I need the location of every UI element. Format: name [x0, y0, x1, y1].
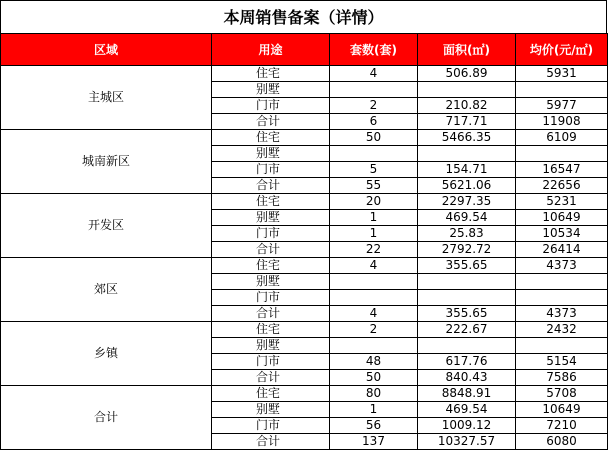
region-cell[interactable]: 乡镇 — [1, 322, 212, 386]
area-cell[interactable]: 5621.06 — [418, 178, 516, 194]
count-cell[interactable]: 20 — [330, 194, 418, 210]
table-row — [1, 258, 608, 274]
area-cell[interactable]: 8848.91 — [418, 386, 516, 402]
area-cell[interactable] — [418, 274, 516, 290]
price-cell[interactable]: 5708 — [516, 386, 608, 402]
area-cell[interactable]: 617.76 — [418, 354, 516, 370]
header-row — [1, 34, 608, 66]
area-cell[interactable] — [418, 338, 516, 354]
price-cell[interactable]: 5154 — [516, 354, 608, 370]
count-cell[interactable]: 1 — [330, 210, 418, 226]
region-cell[interactable]: 合计 — [1, 386, 212, 450]
use-cell[interactable]: 合计 — [212, 178, 330, 194]
price-cell[interactable]: 16547 — [516, 162, 608, 178]
area-cell[interactable]: 5466.35 — [418, 130, 516, 146]
table-row — [1, 130, 608, 146]
price-cell[interactable]: 7210 — [516, 418, 608, 434]
header-use: 用途 — [212, 34, 330, 66]
price-cell[interactable]: 26414 — [516, 242, 608, 258]
area-cell[interactable]: 469.54 — [418, 402, 516, 418]
count-cell[interactable]: 4 — [330, 306, 418, 322]
table-row — [1, 66, 608, 82]
price-cell[interactable] — [516, 338, 608, 354]
use-cell[interactable]: 住宅 — [212, 258, 330, 274]
price-cell[interactable]: 4373 — [516, 306, 608, 322]
count-cell[interactable] — [330, 290, 418, 306]
area-cell[interactable]: 355.65 — [418, 306, 516, 322]
price-cell[interactable]: 22656 — [516, 178, 608, 194]
use-cell[interactable]: 别墅 — [212, 274, 330, 290]
price-cell[interactable] — [516, 290, 608, 306]
count-cell[interactable]: 80 — [330, 386, 418, 402]
table-body — [1, 66, 608, 450]
use-cell[interactable]: 别墅 — [212, 146, 330, 162]
price-cell[interactable]: 5931 — [516, 66, 608, 82]
use-cell[interactable]: 门市 — [212, 418, 330, 434]
price-cell[interactable]: 5231 — [516, 194, 608, 210]
use-cell[interactable]: 合计 — [212, 434, 330, 450]
use-cell[interactable]: 合计 — [212, 306, 330, 322]
table-row — [1, 194, 608, 210]
count-cell[interactable] — [330, 146, 418, 162]
use-cell[interactable]: 别墅 — [212, 402, 330, 418]
price-cell[interactable]: 10649 — [516, 210, 608, 226]
price-cell[interactable]: 2432 — [516, 322, 608, 338]
area-cell[interactable]: 25.83 — [418, 226, 516, 242]
use-cell[interactable]: 住宅 — [212, 66, 330, 82]
area-cell[interactable]: 506.89 — [418, 66, 516, 82]
header-region: 区域 — [1, 34, 212, 66]
area-cell[interactable]: 469.54 — [418, 210, 516, 226]
count-cell[interactable]: 56 — [330, 418, 418, 434]
price-cell[interactable] — [516, 146, 608, 162]
area-cell[interactable]: 717.71 — [418, 114, 516, 130]
count-cell[interactable]: 2 — [330, 98, 418, 114]
use-cell[interactable]: 合计 — [212, 370, 330, 386]
header-price: 均价(元/㎡) — [516, 34, 608, 66]
sheet-title: 本周销售备案（详情） — [0, 0, 607, 33]
region-cell[interactable]: 城南新区 — [1, 130, 212, 194]
price-cell[interactable]: 7586 — [516, 370, 608, 386]
use-cell[interactable]: 别墅 — [212, 338, 330, 354]
use-cell[interactable]: 合计 — [212, 114, 330, 130]
count-cell[interactable]: 50 — [330, 370, 418, 386]
use-cell[interactable]: 住宅 — [212, 194, 330, 210]
area-cell[interactable]: 840.43 — [418, 370, 516, 386]
count-cell[interactable]: 22 — [330, 242, 418, 258]
price-cell[interactable]: 10649 — [516, 402, 608, 418]
use-cell[interactable]: 住宅 — [212, 386, 330, 402]
count-cell[interactable] — [330, 82, 418, 98]
count-cell[interactable]: 50 — [330, 130, 418, 146]
count-cell[interactable]: 1 — [330, 402, 418, 418]
count-cell[interactable]: 4 — [330, 258, 418, 274]
area-cell[interactable]: 210.82 — [418, 98, 516, 114]
region-cell[interactable]: 主城区 — [1, 66, 212, 130]
area-cell[interactable]: 2297.35 — [418, 194, 516, 210]
count-cell[interactable]: 4 — [330, 66, 418, 82]
use-cell[interactable]: 门市 — [212, 354, 330, 370]
region-cell[interactable]: 开发区 — [1, 194, 212, 258]
area-cell[interactable]: 154.71 — [418, 162, 516, 178]
use-cell[interactable]: 门市 — [212, 162, 330, 178]
header-count: 套数(套) — [330, 34, 418, 66]
use-cell[interactable]: 别墅 — [212, 82, 330, 98]
price-cell[interactable] — [516, 274, 608, 290]
count-cell[interactable]: 1 — [330, 226, 418, 242]
count-cell[interactable]: 6 — [330, 114, 418, 130]
use-cell[interactable]: 住宅 — [212, 322, 330, 338]
price-cell[interactable]: 10534 — [516, 226, 608, 242]
use-cell[interactable]: 门市 — [212, 98, 330, 114]
count-cell[interactable] — [330, 338, 418, 354]
table-row — [1, 386, 608, 402]
price-cell[interactable]: 11908 — [516, 114, 608, 130]
use-cell[interactable]: 别墅 — [212, 210, 330, 226]
area-cell[interactable]: 10327.57 — [418, 434, 516, 450]
price-cell[interactable]: 4373 — [516, 258, 608, 274]
area-cell[interactable]: 222.67 — [418, 322, 516, 338]
count-cell[interactable] — [330, 274, 418, 290]
use-cell[interactable]: 门市 — [212, 290, 330, 306]
count-cell[interactable]: 5 — [330, 162, 418, 178]
price-cell[interactable]: 6080 — [516, 434, 608, 450]
count-cell[interactable]: 48 — [330, 354, 418, 370]
area-cell[interactable] — [418, 290, 516, 306]
count-cell[interactable]: 55 — [330, 178, 418, 194]
area-cell[interactable]: 1009.12 — [418, 418, 516, 434]
header-area: 面积(㎡) — [418, 34, 516, 66]
use-cell[interactable]: 合计 — [212, 242, 330, 258]
price-cell[interactable]: 6109 — [516, 130, 608, 146]
region-cell[interactable]: 郊区 — [1, 258, 212, 322]
use-cell[interactable]: 住宅 — [212, 130, 330, 146]
area-cell[interactable]: 355.65 — [418, 258, 516, 274]
count-cell[interactable]: 2 — [330, 322, 418, 338]
sales-table — [0, 33, 608, 450]
area-cell[interactable]: 2792.72 — [418, 242, 516, 258]
count-cell[interactable]: 137 — [330, 434, 418, 450]
area-cell[interactable] — [418, 82, 516, 98]
price-cell[interactable]: 5977 — [516, 98, 608, 114]
table-row — [1, 322, 608, 338]
price-cell[interactable] — [516, 82, 608, 98]
area-cell[interactable] — [418, 146, 516, 162]
use-cell[interactable]: 门市 — [212, 226, 330, 242]
